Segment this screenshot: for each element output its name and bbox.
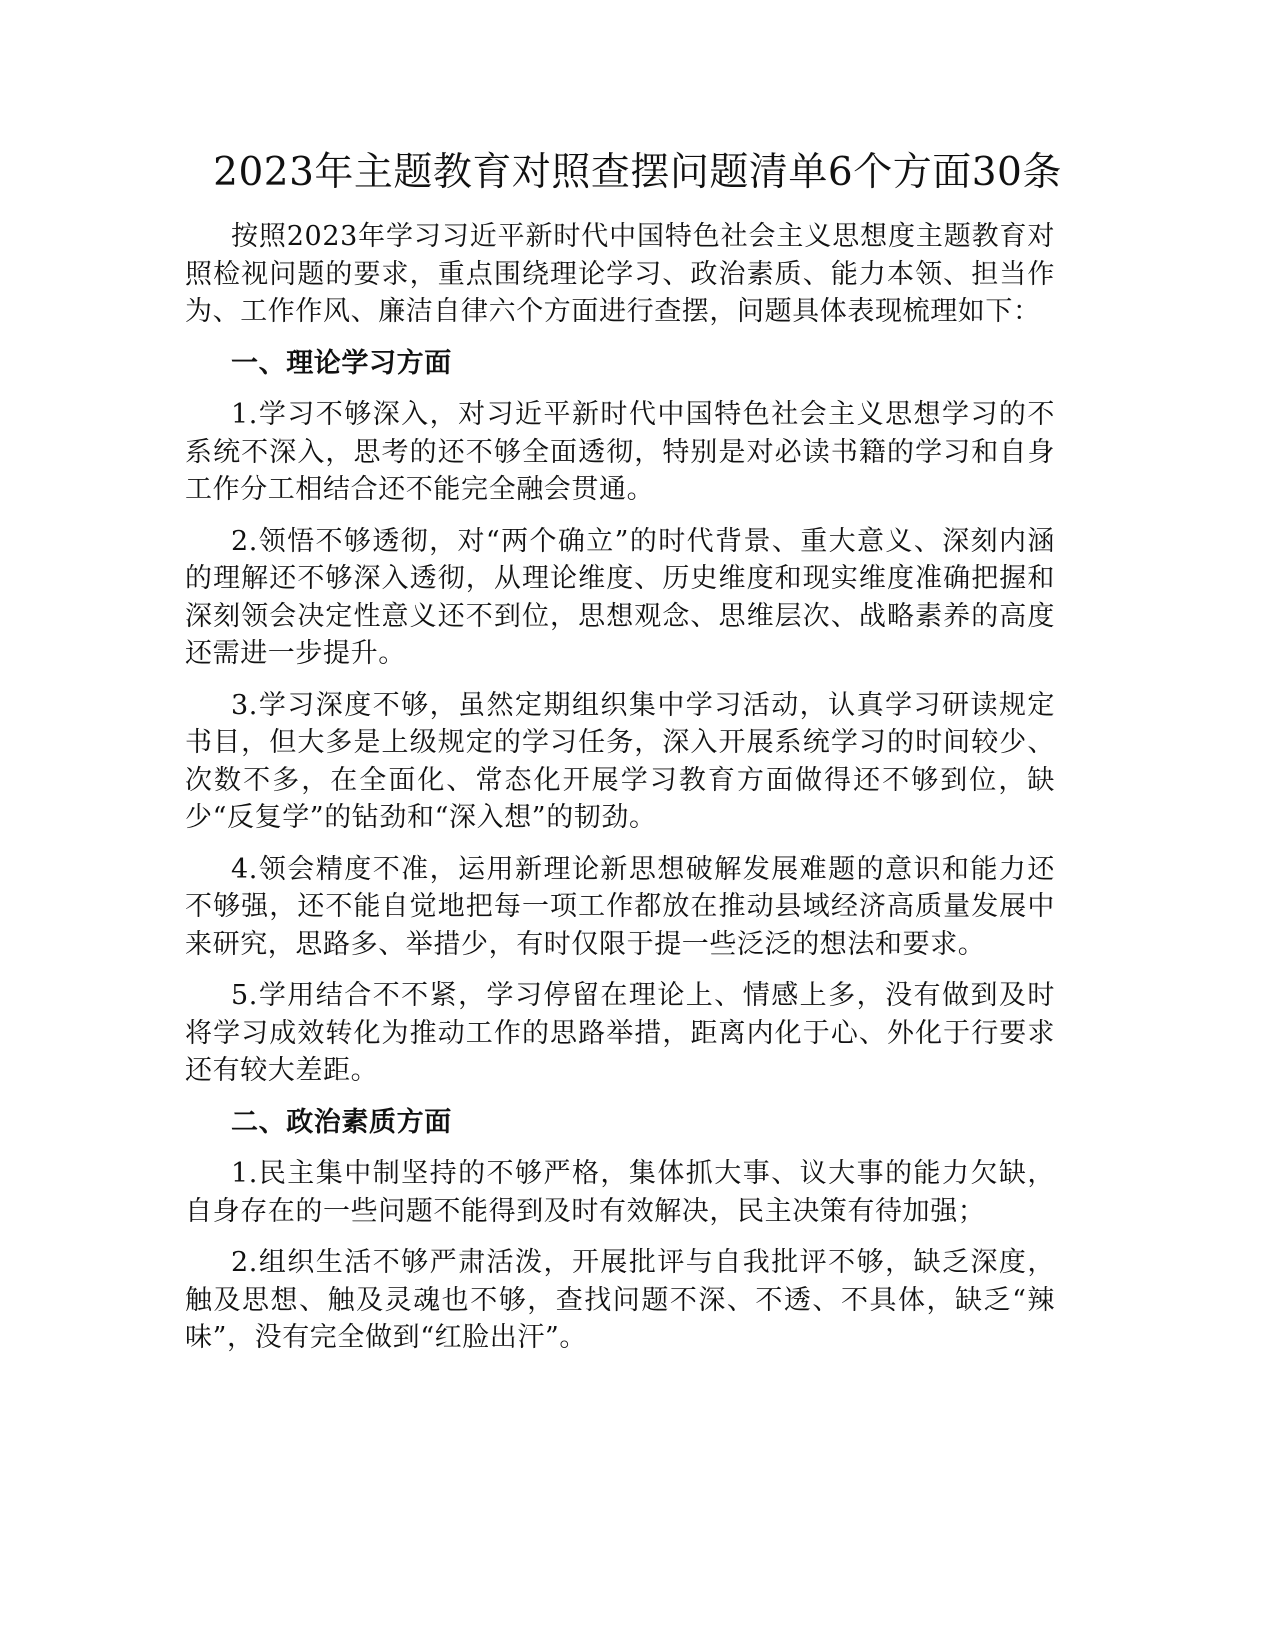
list-item: 2.领悟不够透彻，对“两个确立”的时代背景、重大意义、深刻内涵的理解还不够深入透彻，从理论维度、历史维度和现实维度准确把握和深刻领会决定性意义还不到位，思想观念、思维层次、战略素养的高度还需进一步提升。 (185, 525, 1055, 669)
section-heading: 二、政治素质方面 (231, 1106, 452, 1138)
document-title: 2023年主题教育对照查摆问题清单6个方面30条 (213, 150, 1062, 195)
list-item: 3.学习深度不够，虽然定期组织集中学习活动，认真学习研读规定书目，但大多是上级规定的学习任务，深入开展系统学习的时间较少、次数不多，在全面化、常态化开展学习教育方面做得还不够到位，缺少“反复学”的钻劲和“深入想”的韧劲。 (185, 689, 1055, 833)
section-heading: 一、理论学习方面 (231, 347, 452, 379)
intro-paragraph: 按照2023年学习习近平新时代中国特色社会主义思想度主题教育对照检视问题的要求，重点围绕理论学习、政治素质、能力本领、担当作为、工作作风、廉洁自律六个方面进行查摆，问题具体表现梳理如下： (185, 221, 1055, 327)
list-item: 1.学习不够深入，对习近平新时代中国特色社会主义思想学习的不系统不深入，思考的还不够全面透彻，特别是对必读书籍的学习和自身工作分工相结合还不能完全融会贯通。 (185, 399, 1055, 505)
section-political-quality (185, 1104, 1055, 1357)
list-item: 4.领会精度不准，运用新理论新思想破解发展难题的意识和能力还不够强，还不能自觉地把每一项工作都放在推动县域经济高质量发展中来研究，思路多、举措少，有时仅限于提一些泛泛的想法和要求。 (185, 853, 1055, 960)
list-item: 1.民主集中制坚持的不够严格，集体抓大事、议大事的能力欠缺，自身存在的一些问题不能得到及时有效解决，民主决策有待加强； (185, 1158, 1055, 1227)
list-item: 2.组织生活不够严肃活泼，开展批评与自我批评不够，缺乏深度，触及思想、触及灵魂也不够，查找问题不深、不透、不具体，缺乏“辣味”，没有完全做到“红脸出汗”。 (185, 1247, 1055, 1353)
section-theory-study (185, 345, 1055, 1090)
list-item: 5.学用结合不不紧，学习停留在理论上、情感上多，没有做到及时将学习成效转化为推动工作的思路举措，距离内化于心、外化于行要求还有较大差距。 (185, 980, 1055, 1086)
document-body (185, 218, 1055, 1371)
